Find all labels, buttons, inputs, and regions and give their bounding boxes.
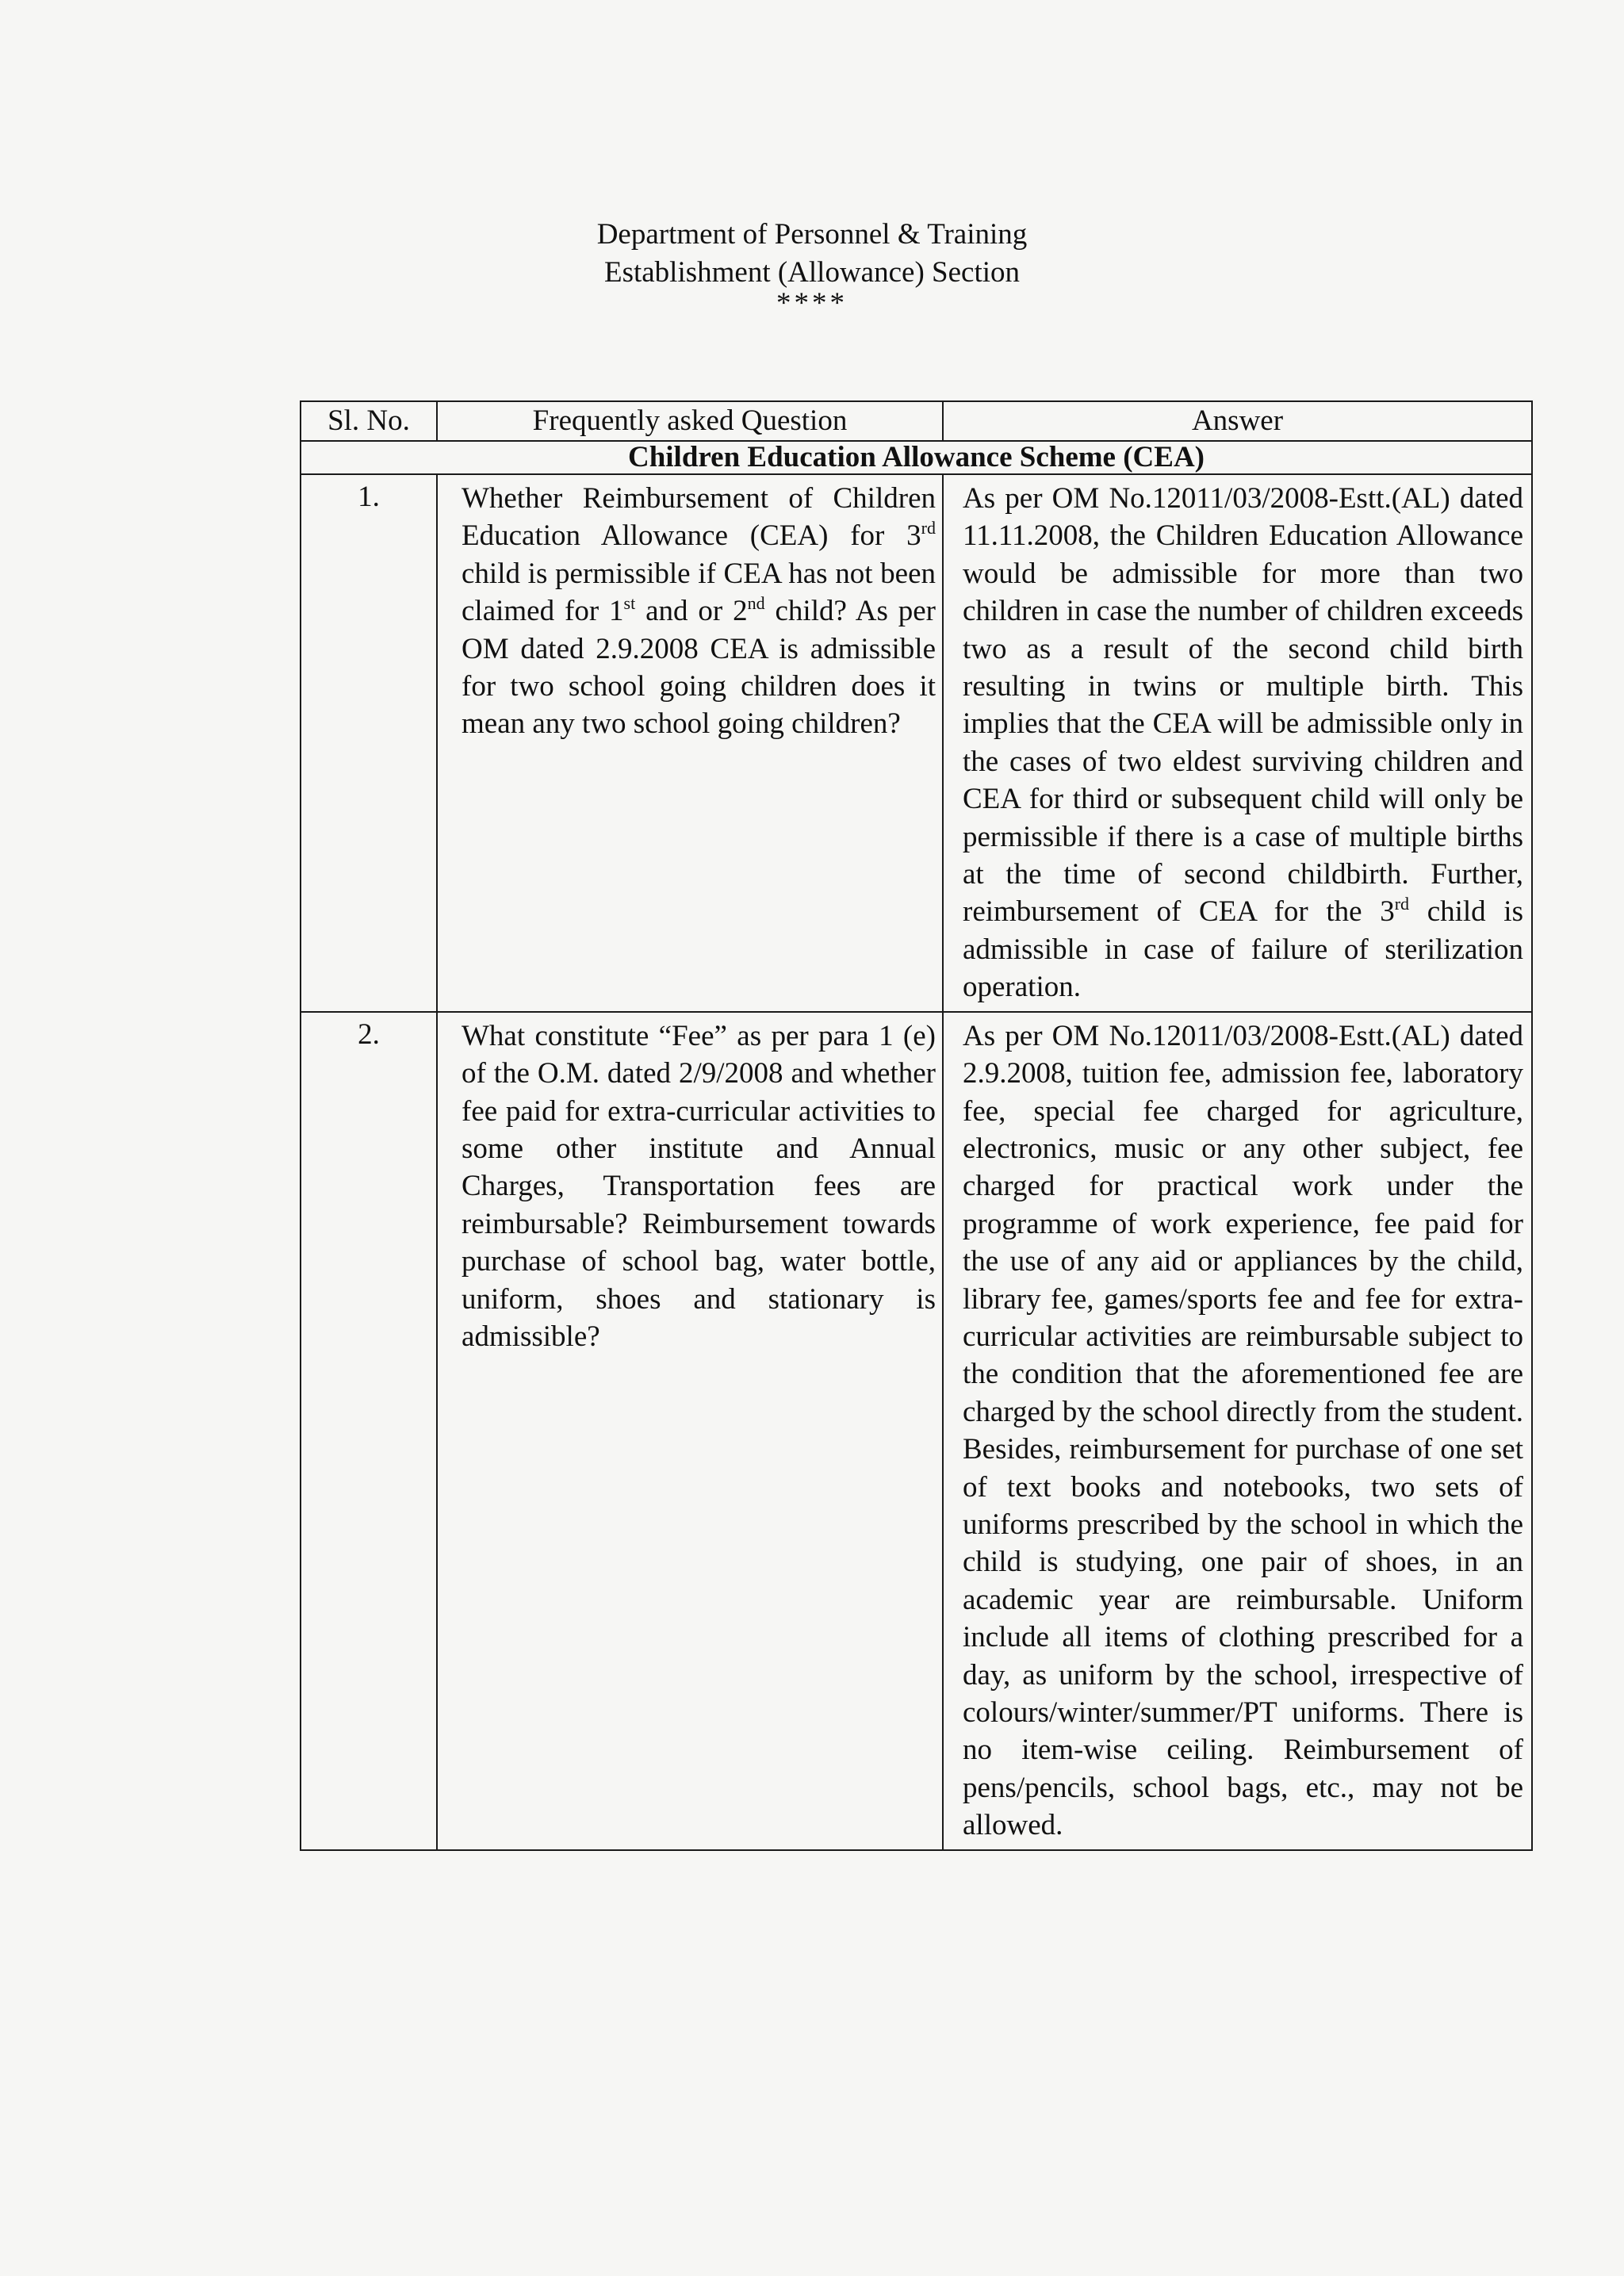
faq-table (300, 400, 1533, 1851)
superscript: rd (921, 518, 936, 538)
table-row (301, 474, 1532, 1012)
answer-text: As per OM No.12011/03/2008-Estt.(AL) dated 11.11.2008, the Children Education Allowance would be admissible for more than two children in case the number of children exceeds two as a result of the second child birth resulting in twins or multiple birth. This implies that the CEA will be admissible only in the cases of two eldest surviving children and CEA for third or subsequent child will only be permissible if there is a case of multiple births at the time of second childbirth. Further, reimbursement of CEA for the 3 (963, 482, 1523, 929)
question-text: What constitute “Fee” as per para 1 (e) of the O.M. dated 2/9/2008 and whether fee paid for extra-curricular activities to some other institute and Annual Charges, Transportation fees are reimbursable? Reimbursement towards purchase of school bag, water bottle, uniform, shoes and stationary is admissible? (462, 1019, 936, 1353)
question-cell (437, 474, 943, 1012)
question-cell (437, 1012, 943, 1850)
question-text: child is permissible if CEA has not been claimed for 1 (462, 557, 936, 628)
table-row (301, 1012, 1532, 1850)
question-text: Whether Reimbursement of Children Education Allowance (CEA) for 3 (462, 482, 936, 553)
column-header-answer: Answer (943, 401, 1532, 441)
question-text: and or 2 (635, 595, 748, 628)
superscript: nd (747, 593, 765, 614)
table-header-row (301, 401, 1532, 441)
question-text: child? As per OM dated 2.9.2008 CEA is admissible for two school going children does it mean any two school going children? (462, 595, 936, 741)
superscript: st (623, 593, 636, 614)
section-row (301, 441, 1532, 474)
department-title: Department of Personnel & Training (596, 218, 1028, 251)
section-title: Establishment (Allowance) Section (603, 256, 1021, 289)
column-header-question: Frequently asked Question (437, 401, 943, 441)
serial-number: 2. (301, 1012, 437, 1850)
stars-divider: **** (776, 287, 848, 320)
answer-text: As per OM No.12011/03/2008-Estt.(AL) dated 2.9.2008, tuition fee, admission fee, laboratory fee, special fee charged for agriculture, electronics, music or any other subject, fee charged for practical work under the programme of work experience, fee paid for the use of any aid or appliances by the child, library fee, games/sports fee and fee for extra-curricular activities are reimbursable subject to the condition that the aforementioned fee are charged by the school directly from the student. Besides, reimbursement for purchase of one set of text books and notebooks, two sets of uniforms prescribed by the school in which the child is studying, one pair of shoes, in an academic year are reimbursable. Uniform include all items of clothing prescribed for a day, as uniform by the school, irrespective of colours/winter/summer/PT uniforms. There is no item-wise ceiling. Reimbursement of pens/pencils, school bags, etc., may not be allowed. (963, 1019, 1523, 1842)
answer-cell (943, 1012, 1532, 1850)
answer-text: child is admissible in case of failure of sterilization operation. (963, 895, 1523, 1004)
column-header-sl-no: Sl. No. (301, 401, 437, 441)
scheme-title: Children Education Allowance Scheme (CEA) (301, 441, 1532, 474)
answer-cell (943, 474, 1532, 1012)
document-header (0, 216, 1624, 320)
serial-number: 1. (301, 474, 437, 1012)
superscript: rd (1394, 894, 1410, 914)
